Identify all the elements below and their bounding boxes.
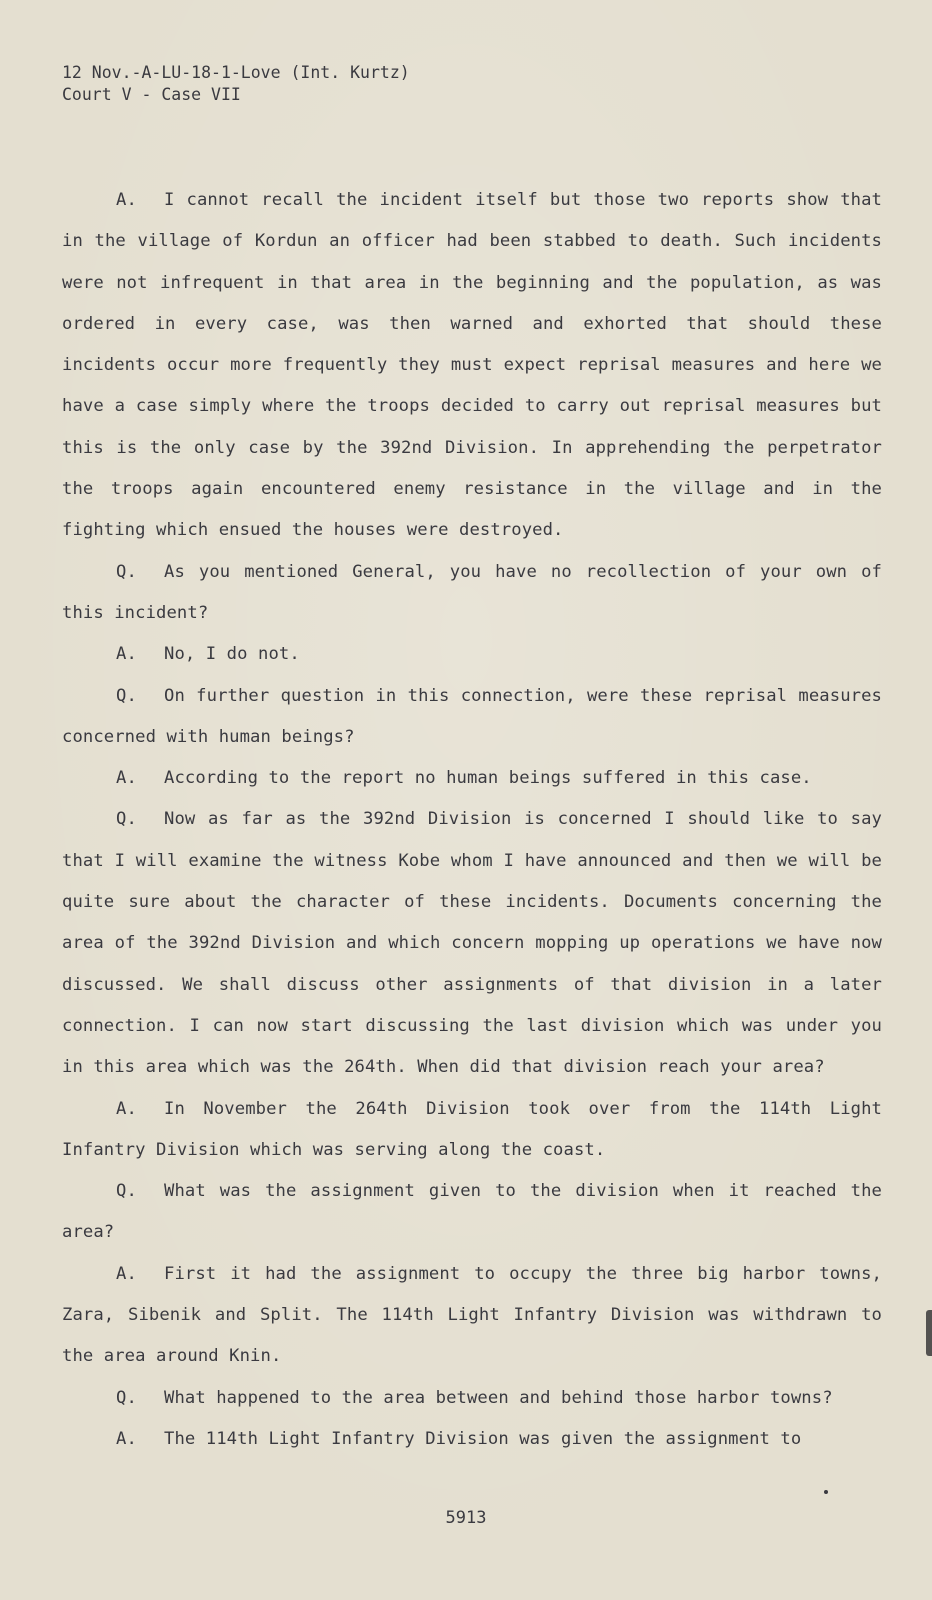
paragraph-text: What happened to the area between and behind those harbor towns?	[164, 1387, 833, 1408]
transcript-paragraph	[62, 676, 882, 759]
paragraph-text: I cannot recall the incident itself but those two reports show that in the village of Kordun an officer had been stabbed to death. Such incidents were not infrequent in that area in the beginning and the population, as was ordered in every case, was then warned and exhorted that should these incidents occur more frequently they must expect reprisal measures and here we have a case simply where the troops decided to carry out reprisal measures but this is the only case by the 392nd Division. In apprehending the perpetrator the troops again encountered enemy resistance in the village and in the fighting which ensued the houses were destroyed.	[62, 190, 882, 541]
speaker-label: A.	[116, 768, 137, 789]
document-header	[62, 62, 410, 106]
paragraph-text: As you mentioned General, you have no recollection of your own of this incident?	[62, 561, 882, 623]
speaker-label: Q.	[116, 1387, 137, 1408]
speaker-label: A.	[116, 644, 137, 665]
transcript-body	[62, 180, 882, 1460]
paragraph-text: In November the 264th Division took over from the 114th Light Infantry Division which was serving along the coast.	[62, 1098, 882, 1160]
transcript-paragraph	[62, 1254, 882, 1378]
transcript-paragraph	[62, 1089, 882, 1172]
speaker-label: Q.	[116, 685, 137, 706]
paragraph-text: The 114th Light Infantry Division was given the assignment to	[164, 1428, 802, 1449]
transcript-paragraph	[62, 1171, 882, 1254]
transcript-paragraph	[62, 758, 882, 799]
paragraph-text: What was the assignment given to the division when it reached the area?	[62, 1181, 882, 1243]
speaker-label: A.	[116, 1263, 137, 1284]
transcript-paragraph	[62, 799, 882, 1088]
speaker-label: A.	[116, 1428, 137, 1449]
paragraph-text: No, I do not.	[164, 644, 300, 665]
transcript-paragraph	[62, 1378, 882, 1419]
transcript-paragraph	[62, 634, 882, 675]
speaker-label: Q.	[116, 809, 137, 830]
ink-speck	[824, 1490, 828, 1494]
speaker-label: Q.	[116, 1181, 137, 1202]
page-number: 5913	[445, 1508, 487, 1528]
speaker-label: A.	[116, 1098, 137, 1119]
speaker-label: Q.	[116, 561, 137, 582]
paragraph-text: According to the report no human beings suffered in this case.	[164, 768, 812, 789]
paragraph-text: First it had the assignment to occupy the three big harbor towns, Zara, Sibenik and Split. The 114th Light Infantry Division was withdrawn to the area around Knin.	[62, 1263, 882, 1367]
header-court-case: Court V - Case VII	[62, 85, 241, 104]
paragraph-text: On further question in this connection, were these reprisal measures concerned with human beings?	[62, 685, 882, 747]
transcript-paragraph	[62, 552, 882, 635]
binding-edge-mark	[926, 1310, 932, 1356]
paragraph-text: Now as far as the 392nd Division is concerned I should like to say that I will examine the witness Kobe whom I have announced and then we will be quite sure about the character of these incidents. Documents concerning the area of the 392nd Division and which concern mopping up operations we have now discussed. We shall discuss other assignments of that division in a later connection. I can now start discussing the last division which was under you in this area which was the 264th. When did that division reach your area?	[62, 809, 882, 1078]
header-reference: 12 Nov.-A-LU-18-1-Love (Int. Kurtz)	[62, 63, 410, 82]
transcript-paragraph	[62, 180, 882, 552]
speaker-label: A.	[116, 190, 137, 210]
transcript-paragraph	[62, 1419, 882, 1460]
